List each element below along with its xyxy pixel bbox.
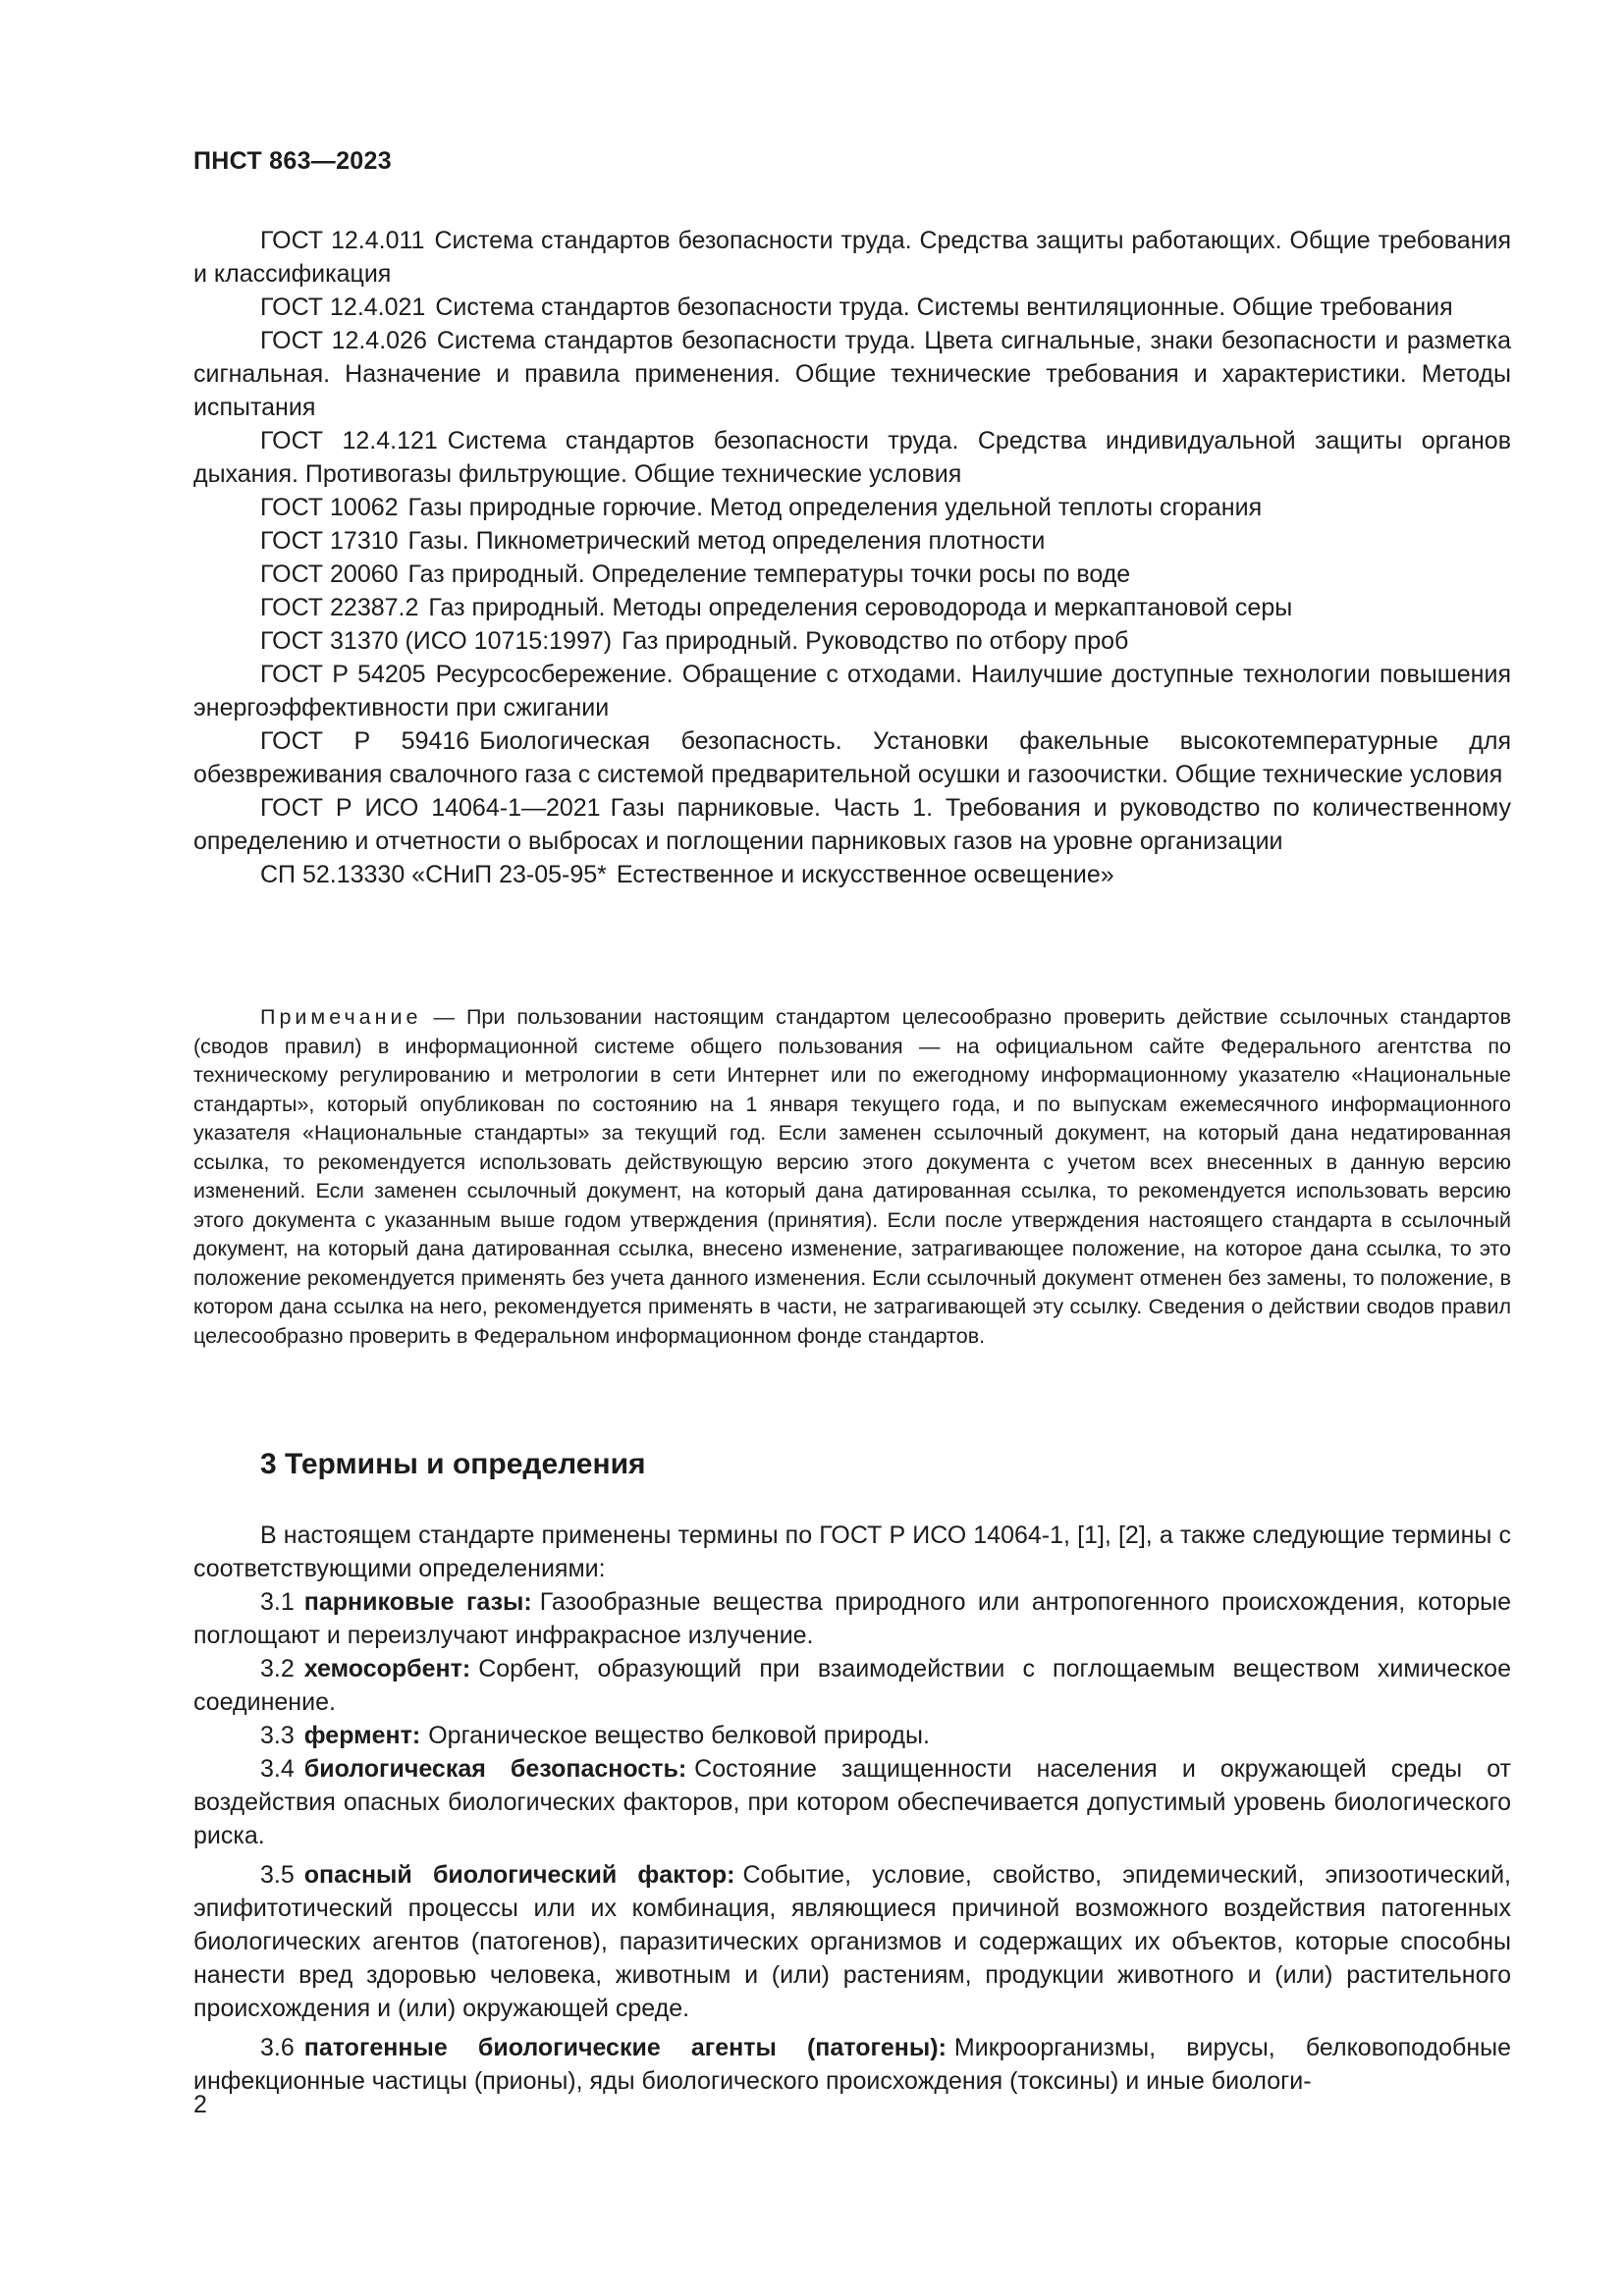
term-item (193, 1752, 1511, 1852)
reference-code: ГОСТ 12.4.021 (260, 294, 426, 321)
reference-title: Биологическая безопасность. Установки факельные высокотемпературные для обезвреживания свалочного газа с системой предварительной осушки и газоочистки. Общие технические условия (193, 727, 1511, 788)
reference-title: Газ природный. Руководство по отбору проб (622, 627, 1129, 655)
term-item (193, 1652, 1511, 1719)
reference-code: ГОСТ 12.4.121 (260, 427, 438, 454)
term-definition: Газообразные вещества природного или антропогенного происхождения, которые поглощают и переизлучают инфракрасное излучение. (193, 1588, 1511, 1649)
note-paragraph (193, 1003, 1511, 1351)
reference-title: Газы парниковые. Часть 1. Требования и руководство по количественному определению и отчетности о выбросах и поглощении парниковых газов на уровне организации (193, 794, 1511, 855)
reference-code: ГОСТ Р 59416 (260, 727, 470, 755)
reference-code: СП 52.13330 «СНиП 23-05-95* (260, 861, 607, 888)
reference-item (193, 324, 1511, 424)
reference-code: ГОСТ 17310 (260, 527, 399, 555)
reference-code: ГОСТ Р ИСО 14064-1—2021 (260, 794, 601, 822)
term-name: фермент: (303, 1722, 421, 1749)
note-text: — При пользовании настоящим стандартом целесообразно проверить действие ссылочных стандартов (сводов правил) в информационной системе общего пользования — на официальном сайте Федерального агентства по техническому регулированию и метрологии в сети Интернет или по ежегодному информационному указателю «Национальные стандарты», который опубликован по состоянию на 1 января текущего года, и по выпускам ежемесячного информационного указателя «Национальные стандарты» за текущий год. Если заменен ссылочный документ, на который дана недатированная ссылка, то рекомендуется использовать действующую версию этого документа с учетом всех внесенных в данную версию изменений. Если заменен ссылочный документ, на который дана датированная ссылка, то рекомендуется использовать версию этого документа с указанным выше годом утверждения (принятия). Если после утверждения настоящего стандарта в ссылочный документ, на который дана датированная ссылка, внесено изменение, затрагивающее положение, на которое дана ссылка, то это положение рекомендуется применять без учета данного изменения. Если ссылочный документ отменен без замены, то положение, в котором дана ссылка на него, рекомендуется применять в части, не затрагивающей эту ссылку. Сведения о действии сводов правил целесообразно проверить в Федеральном информационном фонде стандартов. (193, 1005, 1511, 1348)
reference-title: Газ природный. Определение температуры точки росы по воде (407, 561, 1131, 588)
reference-title: Система стандартов безопасности труда. Системы вентиляционные. Общие требования (435, 294, 1453, 321)
reference-title: Система стандартов безопасности труда. Средства индивидуальной защиты органов дыхания. Противогазы фильтрующие. Общие технические условия (193, 427, 1511, 488)
term-definition: Микроорганизмы, вирусы, белковоподобные инфекционные частицы (прионы), яды биологического происхождения (токсины) и иные биологи- (193, 2034, 1511, 2095)
reference-title: Система стандартов безопасности труда. Средства защиты работающих. Общие требования и классификация (193, 227, 1512, 288)
reference-code: ГОСТ 12.4.026 (260, 327, 427, 354)
document-code: ПНСТ 863—2023 (193, 147, 392, 175)
reference-item (193, 291, 1511, 324)
term-number: 3.3 (260, 1722, 295, 1749)
references-note (193, 1003, 1511, 1351)
reference-title: Газ природный. Методы определения сероводорода и меркаптановой серы (428, 594, 1293, 621)
term-item (193, 1585, 1511, 1652)
term-number: 3.5 (260, 1861, 295, 1889)
term-number: 3.1 (260, 1588, 295, 1616)
term-number: 3.2 (260, 1655, 295, 1682)
reference-item (193, 491, 1511, 524)
reference-title: Ресурсосбережение. Обращение с отходами. Наилучшие доступные технологии повышения энергоэффективности при сжигании (193, 661, 1511, 721)
term-item (193, 1719, 1511, 1752)
section-title: 3 Термины и определения (260, 1448, 646, 1480)
reference-code: ГОСТ Р 54205 (260, 661, 426, 688)
reference-item (193, 858, 1511, 891)
term-definition: Событие, условие, свойство, эпидемический, эпизоотический, эпифитотический процессы или их комбинация, являющиеся причиной возможного воздействия патогенных биологических агентов (патогенов), паразитических организмов и содержащих их объектов, которые способны нанести вред здоровью человека, животным и (или) растениям, продукции животного и (или) растительного происхождения и (или) окружающей среде. (193, 1861, 1511, 2022)
term-definition: Состояние защищенности населения и окружающей среды от воздействия опасных биологических факторов, при котором обеспечивается допустимый уровень биологического риска. (193, 1755, 1512, 1849)
reference-item (193, 424, 1511, 491)
reference-code: ГОСТ 20060 (260, 561, 399, 588)
section-intro: В настоящем стандарте применены термины по ГОСТ Р ИСО 14064-1, [1], [2], а также следующие термины с соответствующими определениями: (193, 1522, 1511, 1582)
term-name: опасный биологический фактор: (303, 1861, 735, 1889)
note-label: Примечание (260, 1005, 422, 1029)
term-number: 3.6 (260, 2034, 295, 2061)
reference-item (193, 624, 1511, 658)
reference-item (193, 524, 1511, 558)
term-item (193, 2031, 1511, 2098)
reference-title: Газы природные горючие. Метод определения удельной теплоты сгорания (407, 494, 1263, 521)
reference-item (193, 724, 1511, 791)
term-number: 3.4 (260, 1755, 295, 1783)
reference-code: ГОСТ 10062 (260, 494, 399, 521)
reference-item (193, 791, 1511, 858)
reference-item (193, 658, 1511, 724)
normative-references-list (193, 224, 1511, 891)
term-definition: Сорбент, образующий при взаимодействии с поглощаемым веществом химическое соединение. (193, 1655, 1511, 1716)
term-name: хемосорбент: (303, 1655, 471, 1682)
reference-title: Система стандартов безопасности труда. Цвета сигнальные, знаки безопасности и разметка сигнальная. Назначение и правила применения. Общие технические требования и характеристики. Методы испытания (193, 327, 1511, 421)
term-name: парниковые газы: (303, 1588, 532, 1616)
reference-title: Естественное и искусственное освещение» (616, 861, 1114, 888)
reference-item (193, 558, 1511, 591)
term-definition: Органическое вещество белковой природы. (428, 1722, 930, 1749)
reference-code: ГОСТ 22387.2 (260, 594, 419, 621)
term-name: патогенные биологические агенты (патогены): (303, 2034, 947, 2061)
term-name: биологическая безопасность: (303, 1755, 687, 1783)
reference-item (193, 224, 1511, 291)
page-number: 2 (193, 2091, 207, 2118)
reference-title: Газы. Пикнометрический метод определения плотности (407, 527, 1046, 555)
reference-item (193, 591, 1511, 624)
reference-code: ГОСТ 12.4.011 (260, 227, 425, 254)
reference-code: ГОСТ 31370 (ИСО 10715:1997) (260, 627, 613, 655)
term-item (193, 1858, 1511, 2025)
terms-list (193, 1519, 1511, 2098)
